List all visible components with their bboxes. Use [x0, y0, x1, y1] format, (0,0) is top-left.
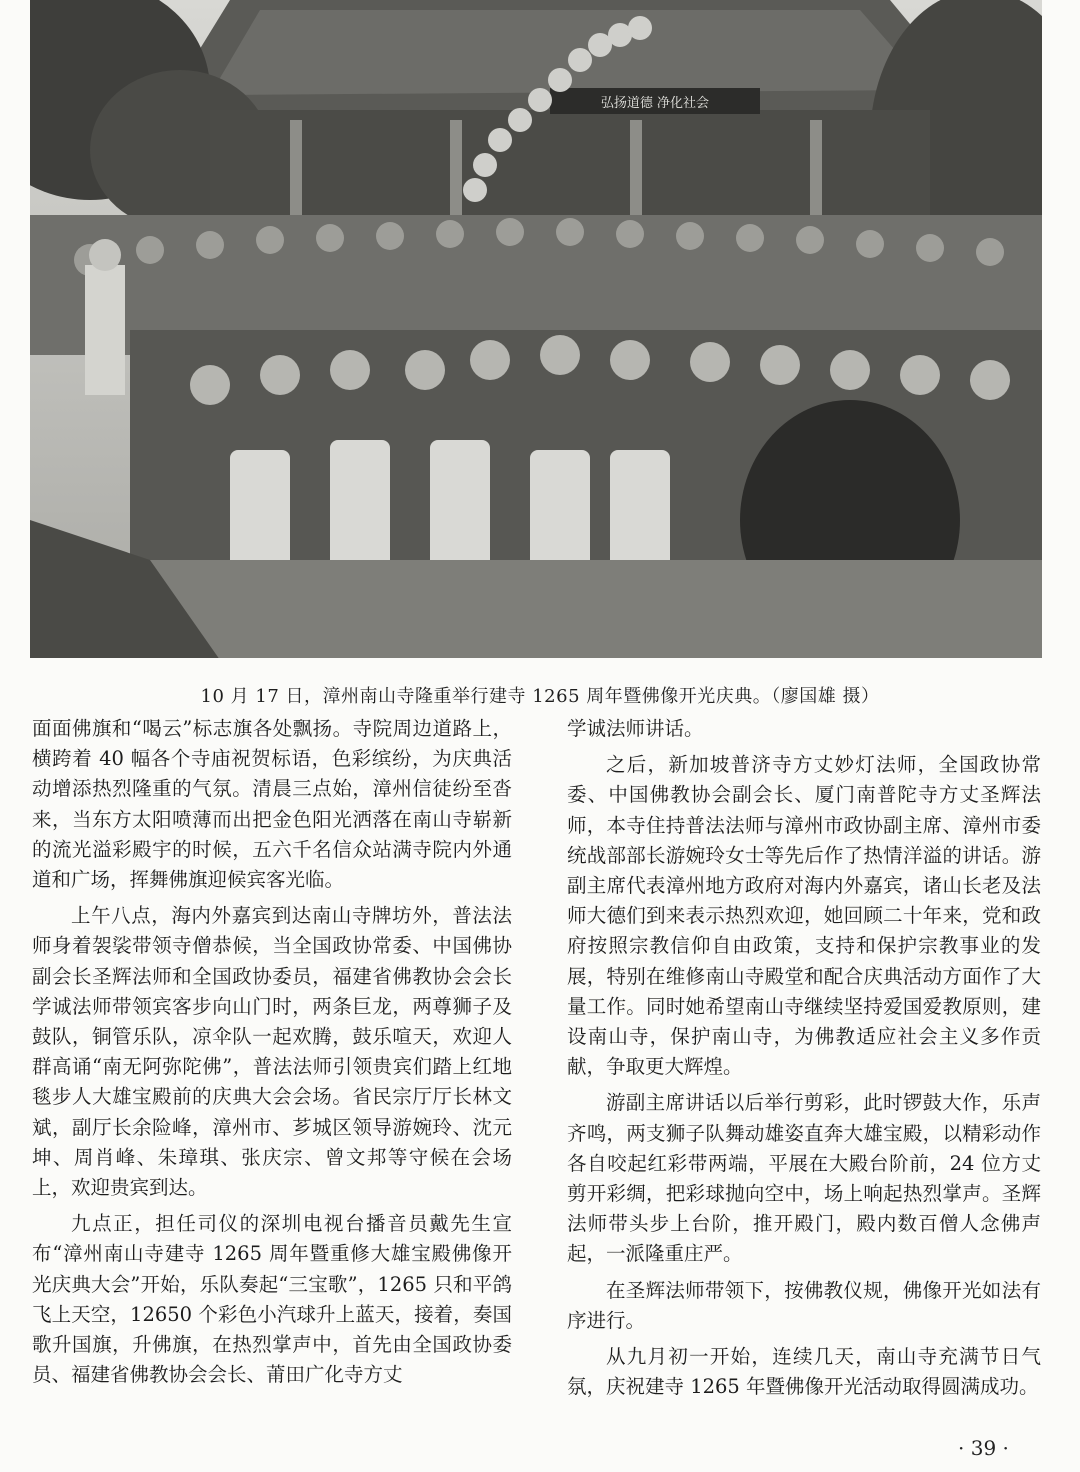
paragraph: 从九月初一开始，连续几天，南山寺充满节日气氛，庆祝建寺 1265 年暨佛像开光活动取得圆满成功。	[567, 1345, 1041, 1399]
left-column	[32, 714, 512, 1390]
paragraph: 面面佛旗和“喝云”标志旗各处飘扬。寺院周边道路上，横跨着 40 幅各个寺庙祝贺标语，色彩缤纷，为庆典活动增添热烈隆重的气氛。清晨三点始，漳州信徒纷至沓来，当东方太阳喷薄而出把金色阳光洒落在南山寺崭新的流光溢彩殿宇的时候，五六千名信众站满寺院内外通道和广场，挥舞佛旗迎候宾客光临。	[32, 717, 512, 892]
ceremony-photo	[30, 0, 1042, 658]
paragraph: 九点正，担任司仪的深圳电视台播音员戴先生宣布“漳州南山寺建寺 1265 周年暨重修大雄宝殿佛像开光庆典大会”开始，乐队奏起“三宝歌”，1265 只和平鸽飞上天空，12650 个彩色小汽球升上蓝天，接着，奏国歌升国旗，升佛旗，在热烈掌声中，首先由全国政协委员、福建省佛教协会会长、莆田广化寺方丈	[32, 1212, 512, 1387]
temple-banner: 弘扬道德 净化社会	[600, 96, 710, 111]
paragraph: 之后，新加坡普济寺方丈妙灯法师，全国政协常委、中国佛教协会副会长、厦门南普陀寺方丈圣辉法师，本寺住持普法法师与漳州市政协副主席、漳州市委统战部部长游婉玲女士等先后作了热情洋溢的讲话。游副主席代表漳州地方政府对海内外嘉宾，诸山长老及法师大德们到来表示热烈欢迎，她回顾二十年来，党和政府按照宗教信仰自由政策，支持和保护宗教事业的发展，特别在维修南山寺殿堂和配合庆典活动方面作了大量工作。同时她希望南山寺继续坚持爱国爱教原则，建设南山寺，保护南山寺，为佛教适应社会主义多作贡献，争取更大辉煌。	[567, 753, 1041, 1079]
temple-ceremony-photo-icon	[30, 0, 1042, 658]
paragraph: 学诚法师讲话。	[567, 717, 704, 740]
photo-caption: 10 月 17 日，漳州南山寺隆重举行建寺 1265 周年暨佛像开光庆典。（廖国雄 摄）	[200, 686, 880, 707]
page-number: · 39 ·	[958, 1436, 1009, 1460]
right-column	[567, 714, 1041, 1402]
paragraph: 上午八点，海内外嘉宾到达南山寺牌坊外，普法法师身着袈裟带领寺僧恭候，当全国政协常委、中国佛协副会长圣辉法师和全国政协委员，福建省佛教协会会长学诚法师带领宾客步向山门时，两条巨龙，两尊狮子及鼓队，铜管乐队，凉伞队一起欢腾，鼓乐喧天，欢迎人群高诵“南无阿弥陀佛”，普法法师引领贵宾们踏上红地毯步人大雄宝殿前的庆典大会会场。省民宗厅厅长林文斌，副厅长余险峰，漳州市、芗城区领导游婉玲、沈元坤、周肖峰、朱璋琪、张庆宗、曾文邦等守候在会场上，欢迎贵宾到达。	[32, 904, 512, 1200]
paragraph: 在圣辉法师带领下，按佛教仪规，佛像开光如法有序进行。	[567, 1278, 1041, 1332]
paragraph: 游副主席讲话以后举行剪彩，此时锣鼓大作，乐声齐鸣，两支狮子队舞动雄姿直奔大雄宝殿，以精彩动作各自咬起红彩带两端，平展在大殿台阶前，24 位方丈剪开彩绸，把彩球抛向空中，场上响起热烈掌声。圣辉法师带头步上台阶，推开殿门，殿内数百僧人念佛声起，一派隆重庄严。	[567, 1091, 1041, 1266]
